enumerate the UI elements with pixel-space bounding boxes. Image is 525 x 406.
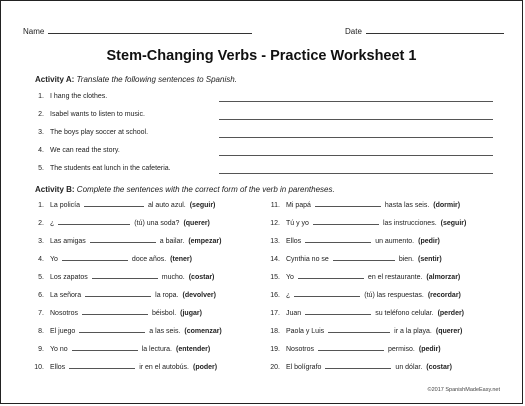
answer-blank (305, 313, 371, 315)
sentence-end: su teléfono celular. (375, 310, 434, 317)
answer-blank (315, 205, 381, 207)
sentence-start: La señora (50, 292, 82, 299)
item-number: 2. (38, 220, 44, 227)
verb-hint: (costar) (426, 364, 452, 371)
verb-hint: (tener) (170, 256, 192, 263)
answer-blank (62, 259, 128, 261)
activity-b-item (30, 256, 192, 263)
verb-hint: (comenzar) (184, 328, 222, 335)
item-number: 1. (38, 202, 44, 209)
answer-blank (305, 241, 371, 243)
sentence-end: al auto azul. (147, 202, 186, 209)
verb-hint: (poder) (193, 364, 218, 371)
activity-b-item (30, 220, 210, 227)
item-number: 4. (38, 256, 44, 263)
activity-b-item (266, 274, 460, 281)
sentence-end: la lectura. (141, 346, 173, 353)
item-sentence: The boys play soccer at school. (50, 129, 149, 136)
answer-blank (313, 223, 379, 225)
activity-b-item (30, 346, 210, 353)
activity-a-item (30, 147, 120, 154)
verb-hint: (dormir) (433, 202, 461, 209)
sentence-end: ir en el autobús. (139, 364, 189, 371)
sentence-end: a las seis. (149, 328, 181, 335)
answer-blank (69, 367, 135, 369)
verb-hint: (empezar) (188, 238, 222, 245)
copyright-notice: ©2017 SpanishMadeEasy.net (427, 387, 500, 393)
sentence-end: la ropa. (155, 292, 179, 299)
activity-a-instructions: Translate the following sentences to Spanish. (76, 75, 237, 84)
answer-blank (84, 205, 144, 207)
verb-hint: (seguir) (189, 202, 216, 209)
verb-hint: (pedir) (418, 346, 441, 353)
activity-b-item (30, 202, 215, 209)
item-number: 18. (270, 328, 280, 335)
answer-blank (58, 223, 130, 225)
activity-b-instructions: Complete the sentences with the correct form of the verb in parentheses. (76, 185, 335, 194)
activity-b-item (266, 328, 462, 335)
activity-a-item (30, 111, 145, 118)
verb-hint: (almorzar) (426, 274, 461, 281)
sentence-end: bien. (398, 256, 414, 263)
activity-b-item (266, 220, 466, 227)
verb-hint: (costar) (188, 274, 215, 281)
sentence-start: Cynthia no se (286, 256, 329, 263)
activity-b-item (266, 310, 464, 317)
activity-b-item (30, 238, 221, 245)
item-sentence: The students eat lunch in the cafeteria. (50, 165, 171, 172)
sentence-start: Paola y Luis (286, 328, 325, 335)
answer-line (219, 101, 493, 102)
sentence-start: Tú y yo (286, 220, 309, 227)
item-number: 14. (270, 256, 280, 263)
name-field (23, 27, 252, 36)
answer-blank (298, 277, 364, 279)
sentence-end: las instrucciones. (382, 220, 437, 227)
sentence-end: béisbol. (152, 310, 177, 317)
date-line (366, 32, 504, 34)
sentence-end: mucho. (161, 274, 185, 281)
verb-hint: (querer) (435, 328, 463, 335)
item-number: 10. (34, 364, 44, 371)
activity-a-heading (35, 75, 237, 84)
activity-b-item (266, 346, 441, 353)
sentence-start: Ellos (286, 238, 302, 245)
item-number: 15. (270, 274, 280, 281)
verb-hint: (recordar) (427, 292, 461, 299)
activity-b-item (266, 256, 442, 263)
verb-hint: (pedir) (418, 238, 440, 245)
sentence-end: (tú) las respuestas. (364, 292, 424, 299)
item-number: 1. (38, 93, 44, 100)
verb-hint: (seguir) (440, 220, 467, 227)
item-sentence: Isabel wants to listen to music. (50, 111, 145, 118)
sentence-end: ir a la playa. (394, 328, 432, 335)
sentence-start: Las amigas (50, 238, 86, 245)
answer-line (219, 155, 493, 156)
sentence-start: Ellos (50, 364, 66, 371)
item-number: 8. (38, 328, 44, 335)
sentence-start: Yo (286, 274, 294, 281)
sentence-start: Nosotros (50, 310, 79, 317)
item-number: 4. (38, 147, 44, 154)
answer-blank (90, 241, 156, 243)
item-number: 6. (38, 292, 44, 299)
sentence-start: ¿ (286, 292, 291, 299)
answer-blank (294, 295, 360, 297)
activity-b-item (30, 328, 222, 335)
item-number: 16. (270, 292, 280, 299)
activity-b-item (30, 274, 214, 281)
sentence-start: Yo (50, 256, 58, 263)
name-line (48, 32, 252, 34)
verb-hint: (jugar) (180, 310, 202, 317)
sentence-start: El juego (50, 328, 76, 335)
activity-b-item (30, 292, 216, 299)
activity-b-item (30, 364, 217, 371)
activity-b-item (266, 202, 460, 209)
item-sentence: I hang the clothes. (50, 93, 108, 100)
sentence-start: Juan (286, 310, 302, 317)
item-number: 5. (38, 274, 44, 281)
sentence-start: Los zapatos (50, 274, 88, 281)
verb-hint: (entender) (176, 346, 211, 353)
answer-blank (85, 295, 151, 297)
item-number: 12. (270, 220, 280, 227)
date-label: Date (345, 27, 362, 36)
item-number: 19. (270, 346, 280, 353)
item-number: 13. (270, 238, 280, 245)
item-number: 20. (270, 364, 280, 371)
sentence-end: doce años. (131, 256, 167, 263)
sentence-end: un dólar. (395, 364, 423, 371)
verb-hint: (querer) (183, 220, 210, 227)
sentence-end: un aumento. (375, 238, 415, 245)
verb-hint: (sentir) (418, 256, 442, 263)
sentence-end: permiso. (388, 346, 415, 353)
worksheet-title: Stem-Changing Verbs - Practice Worksheet 1 (106, 48, 417, 64)
answer-line (219, 119, 493, 120)
sentence-start: ¿ (50, 220, 55, 227)
item-number: 7. (38, 310, 44, 317)
answer-line (219, 173, 493, 174)
activity-a-item (30, 129, 148, 136)
activity-a-label: Activity A: (35, 75, 75, 84)
sentence-end: (tú) una soda? (134, 220, 180, 227)
answer-blank (328, 331, 390, 333)
item-number: 2. (38, 111, 44, 118)
sentence-start: Nosotros (286, 346, 315, 353)
item-number: 17. (270, 310, 280, 317)
answer-blank (92, 277, 158, 279)
sentence-start: El bolígrafo (286, 364, 322, 371)
activity-a-item (30, 93, 107, 100)
item-number: 11. (270, 202, 280, 209)
item-number: 5. (38, 165, 44, 172)
verb-hint: (perder) (437, 310, 465, 317)
answer-blank (72, 349, 138, 351)
activity-b-item (266, 364, 452, 371)
answer-blank (79, 331, 145, 333)
answer-blank (333, 259, 395, 261)
item-number: 3. (38, 238, 44, 245)
name-label: Name (23, 27, 45, 36)
activity-b-label: Activity B: (35, 185, 75, 194)
activity-a-item (30, 165, 171, 172)
sentence-end: hasta las seis. (384, 202, 430, 209)
sentence-start: La policía (50, 202, 80, 209)
activity-b-item (30, 310, 202, 317)
activity-b-item (266, 238, 440, 245)
item-sentence: We can read the story. (50, 147, 120, 154)
sentence-start: Yo no (50, 346, 68, 353)
item-number: 3. (38, 129, 44, 136)
sentence-end: en el restaurante. (367, 274, 423, 281)
item-number: 9. (38, 346, 44, 353)
answer-blank (82, 313, 148, 315)
activity-b-item (266, 292, 461, 299)
answer-blank (318, 349, 384, 351)
answer-blank (325, 367, 391, 369)
answer-line (219, 137, 493, 138)
activity-b-heading (35, 185, 335, 194)
date-field (345, 27, 504, 36)
verb-hint: (devolver) (182, 292, 216, 299)
sentence-end: a bailar. (159, 238, 185, 245)
sentence-start: Mi papá (286, 202, 311, 209)
